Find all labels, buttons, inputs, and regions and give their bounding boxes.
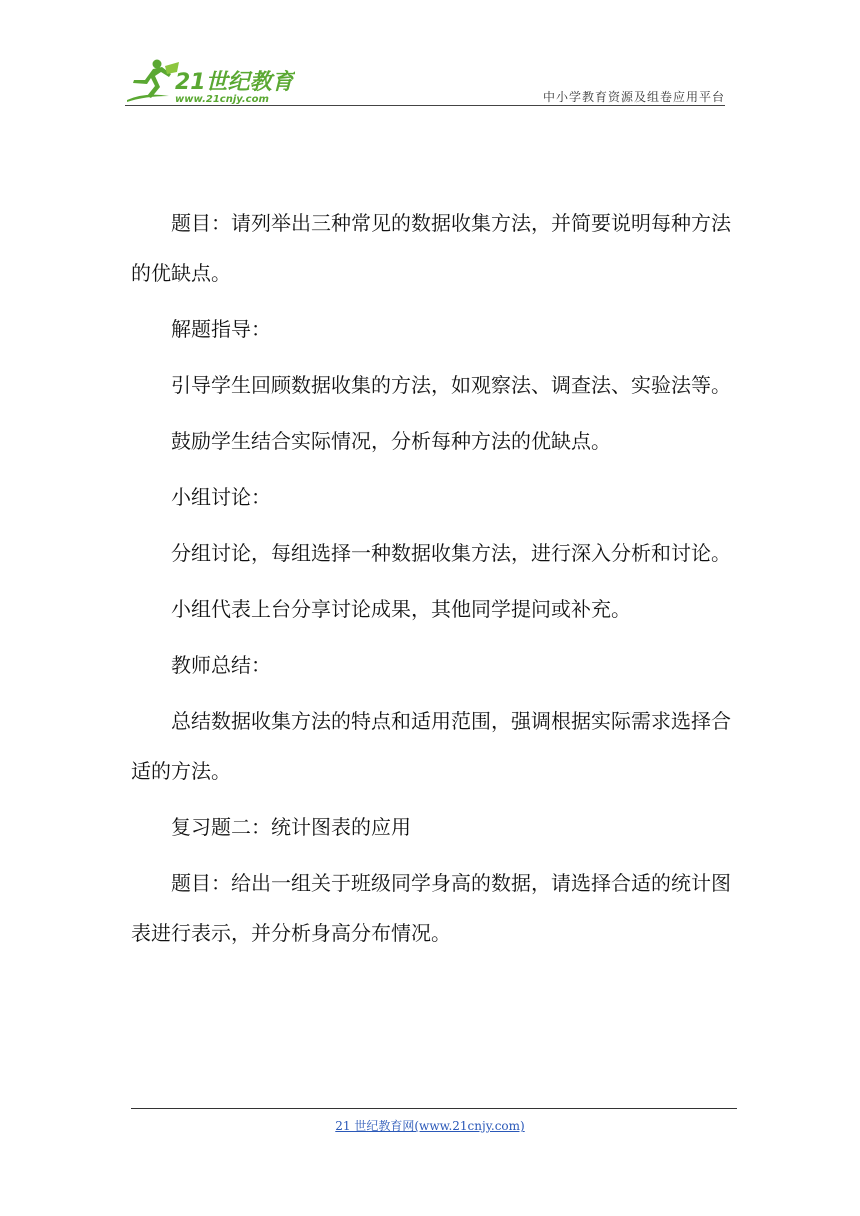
footer-divider [131, 1108, 737, 1109]
header-divider [125, 105, 725, 106]
teacher-summary-text: 总结数据收集方法的特点和适用范围，强调根据实际需求选择合适的方法。 [131, 709, 731, 783]
question-two-prompt: 题目：给出一组关于班级同学身高的数据，请选择合适的统计图表进行表示，并分析身高分布情况。 [131, 871, 731, 945]
svg-text:www.21cnjy.com: www.21cnjy.com [175, 94, 269, 105]
page-header [125, 58, 725, 108]
review-question-two-title: 复习题二：统计图表的应用 [171, 815, 411, 839]
question-one-prompt: 题目：请列举出三种常见的数据收集方法，并简要说明每种方法的优缺点。 [131, 211, 731, 285]
group-discussion-heading: 小组讨论： [171, 485, 271, 509]
footer-website-link[interactable]: 21 世纪教育网(www.21cnjy.com) [335, 1119, 525, 1133]
site-logo[interactable] [125, 58, 295, 106]
guidance-point-1: 引导学生回顾数据收集的方法，如观察法、调查法、实验法等。 [171, 373, 731, 397]
runner-icon [127, 60, 171, 103]
teacher-summary-heading: 教师总结： [171, 653, 271, 677]
document-body [131, 198, 731, 964]
guidance-heading: 解题指导： [171, 317, 271, 341]
header-tagline: 中小学教育资源及组卷应用平台 [542, 90, 725, 104]
discussion-point-1: 分组讨论，每组选择一种数据收集方法，进行深入分析和讨论。 [171, 541, 731, 565]
svg-text:21世纪教育: 21世纪教育 [175, 70, 294, 95]
discussion-point-2: 小组代表上台分享讨论成果，其他同学提问或补充。 [171, 597, 631, 621]
guidance-point-2: 鼓励学生结合实际情况，分析每种方法的优缺点。 [171, 429, 611, 453]
